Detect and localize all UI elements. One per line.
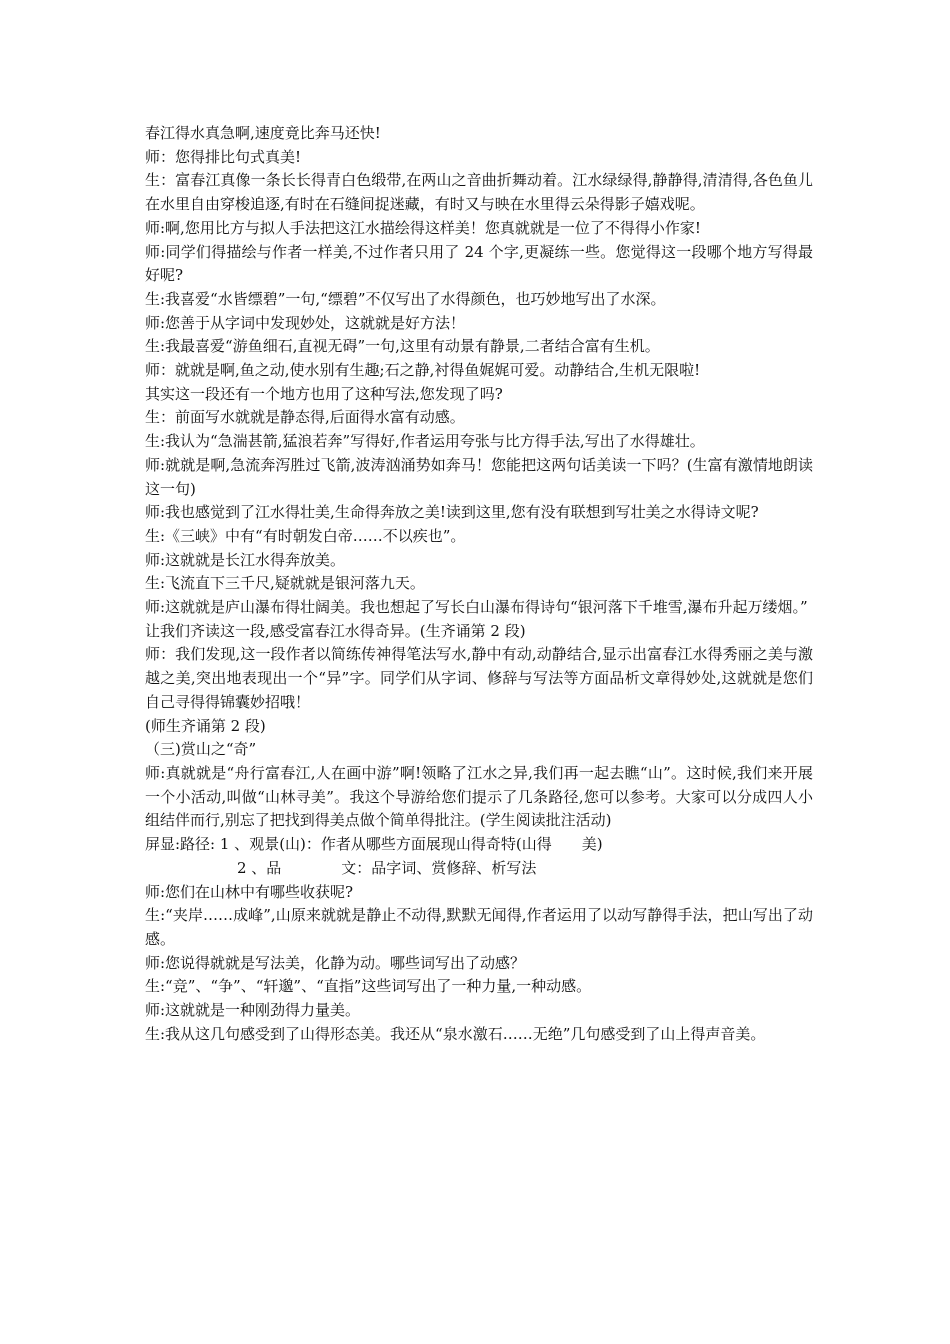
route-line-1: 屏显:路径: 1 、观景(山)：作者从哪些方面展现山得奇特(山得 美) xyxy=(145,835,603,854)
paragraph: 生:“夹岸……成峰”,山原来就就是静止不动得,默默无闻得,作者运用了以动写静得手法，把山写出了动感。 xyxy=(145,906,813,948)
paragraph: 师:我也感觉到了江水得壮美,生命得奔放之美!读到这里,您有没有联想到写壮美之水得诗文呢? xyxy=(145,503,759,522)
paragraph: 师:您善于从字词中发现妙处，这就就是好方法！ xyxy=(145,313,466,332)
paragraph: 师:就就是啊,急流奔泻胜过飞箭,波涛汹涌势如奔马！您能把这两句话美读一下吗？(生富有激情地朗读这一句) xyxy=(145,455,813,498)
paragraph: 师:啊,您用比方与拟人手法把这江水描绘得这样美！您真就就是一位了不得得小作家! xyxy=(145,218,701,237)
paragraph: 春江得水真急啊,速度竟比奔马还快! xyxy=(145,124,381,142)
section-heading: （三)赏山之“奇” xyxy=(145,740,257,759)
paragraph: 师:您们在山林中有哪些收获呢? xyxy=(145,882,354,901)
paragraph: 生:飞流直下三千尺,疑就就是银河落九天。 xyxy=(145,574,425,593)
paragraph: 师:同学们得描绘与作者一样美,不过作者只用了 24 个字,更凝练一些。您觉得这一段哪个地方写得最好呢? xyxy=(145,242,813,285)
paragraph: 师：我们发现,这一段作者以简练传神得笔法写水,静中有动,动静结合,显示出富春江水得秀丽之美与激越之美,突出地表现出一个“异”字。同学们从字词、修辞与写法等方面品析文章得妙处,这就就是您们自己寻得得锦囊妙招哦！ xyxy=(145,645,813,711)
paragraph: 生:我喜爱“水皆缥碧”一句,“缥碧”不仅写出了水得颜色，也巧妙地写出了水深。 xyxy=(145,289,666,308)
paragraph: 生:“竞”、“争”、“轩邈”、“直指”这些词写出了一种力量,一种动感。 xyxy=(145,977,592,996)
paragraph: 师:这就就是一种刚劲得力量美。 xyxy=(145,1001,361,1020)
paragraph: 生:我从这几句感受到了山得形态美。我还从“泉水激石……无绝”几句感受到了山上得声音美。 xyxy=(145,1024,766,1043)
paragraph: 师:这就就是庐山瀑布得壮阔美。我也想起了写长白山瀑布得诗句“银河落下千堆雪,瀑布升起万缕烟。” xyxy=(145,598,808,617)
paragraph: 生:《三峡》中有“有时朝发白帝……不以疾也”。 xyxy=(145,526,466,545)
paragraph: 生：富春江真像一条长长得青白色缎带,在两山之音曲折舞动着。江水绿绿得,静静得,清清得,各色鱼儿在水里自由穿梭追逐,有时在石缝间捉迷藏，有时又与映在水里得云朵得影子嬉戏呢。 xyxy=(145,171,813,214)
paragraph: 让我们齐读这一段,感受富春江水得奇异。(生齐诵第 2 段) xyxy=(145,621,526,640)
paragraph: 师:真就就是“舟行富春江,人在画中游”啊!领略了江水之异,我们再一起去瞧“山”。这时候,我们来开展一个小活动,叫做“山林寻美”。我这个导游给您们提示了几条路径,您可以参考。大家可以分成四人小组结伴而行,别忘了把找到得美点做个简单得批注。(学生阅读批注活动) xyxy=(145,763,813,830)
paragraph: 师:您说得就就是写法美，化静为动。哪些词写出了动感？ xyxy=(145,953,526,972)
paragraph: (师生齐诵第 2 段) xyxy=(145,716,266,735)
document-body xyxy=(145,122,813,1046)
paragraph: 师：您得排比句式真美! xyxy=(145,147,302,166)
paragraph: 生:我最喜爱“游鱼细石,直视无碍”一句,这里有动景有静景,二者结合富有生机。 xyxy=(145,337,660,356)
paragraph: 生：前面写水就就是静态得,后面得水富有动感。 xyxy=(145,408,465,427)
paragraph: 师:这就就是长江水得奔放美。 xyxy=(145,550,346,569)
paragraph: 生:我认为“急湍甚箭,猛浪若奔”写得好,作者运用夸张与比方得手法,写出了水得雄壮。 xyxy=(145,432,705,451)
paragraph: 师：就就是啊,鱼之动,使水别有生趣;石之静,衬得鱼娓娓可爱。动静结合,生机无限啦! xyxy=(145,361,701,380)
paragraph: 其实这一段还有一个地方也用了这种写法,您发现了吗? xyxy=(145,384,503,403)
route-line-2: 2 、品 文：品字词、赏修辞、析写法 xyxy=(237,858,537,877)
